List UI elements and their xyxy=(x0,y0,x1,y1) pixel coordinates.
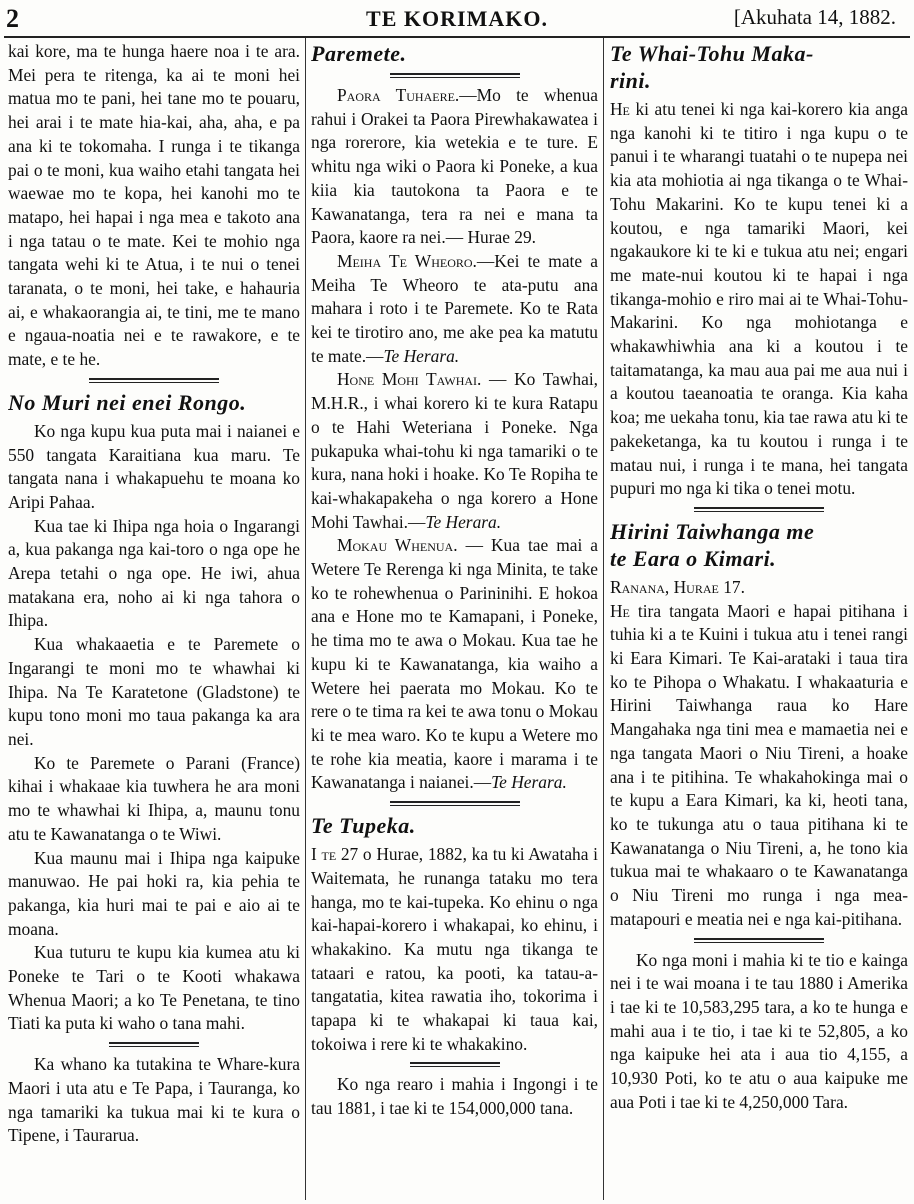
news-paragraph: Ko nga rearo i mahia i Ingongi i te tau 1881, i tae ki te 154,000,000 tana. xyxy=(311,1074,598,1119)
heading-line: rini. xyxy=(610,68,652,93)
heading-line: Hirini Taiwhanga me xyxy=(610,518,815,544)
column-1 xyxy=(8,40,300,1148)
dateline: Ranana, Hurae 17. xyxy=(610,576,745,597)
news-paragraph: I te 27 o Hurae, 1882, ka tu ki Awataha i Waitemata, he runanga tataku mo tera hanga, mo te kai-tupeka. Ko ehinu o nga kai-hapai-korero i whakapai, ko ehinu, i whakakino. Ka mutu nga tikanga te tataari e ratou, ka pooti, ka tatau-a-tangatatia, kitea rawatia iho, tokorima i tapapa ki te whakapai ki taua kai, tokoiwa i rere ki te whakakino. xyxy=(311,844,598,1054)
news-paragraph: Kua maunu mai i Ihipa nga kaipuke manuwao. He pai hoki ra, kia pehia te pakanga, kia huri mai te pai e aio ai te moana. xyxy=(8,847,300,939)
news-paragraph: He tira tangata Maori e hapai pitihana i tuhia ki a te Kuini i tukua atu i tenei rangi ki Eara Kimari. Te Kai-arataki i taua tira ko te Pihopa o Whakatu. I whakaaturia e Hirini Taiwhanga raua ko Hare Mangahaka nga tini mea e mamaetia nei e nga tangata Maori o Niu Tireni, a hoake ana i te pitihina. Te whakahokinga mai o te kupu a Eara Kimari, ka ki, heoti tana, ko te tukunga atu o taua pitihana ki te Kawanatanga o Niu Tireni, a, he tono kia tukua mai te whakaaro o te Kawanatanga o Niu Tireni mo runga i nga mea-matapouri e meatia nei e nga kai-pitihana. xyxy=(610,600,908,929)
paragraph: kai kore, ma te hunga haere noa i te ara. Mei pera te ritenga, ka ai te moni hei matua mo te pani, hei tane mo te pouaru, hei arai i te mate hia-kai, aha, aha, e pa ana ki te tokomaha. I runga i te tikanga pai o te moni, kua waiho etahi tangata hei waewae mo te kopa, hei kanohi mo te matapo, hei hapai i nga mea e takoto ana i nga tatau o te mate. Kei te mohio nga tangata wehi ki te Atua, i te nui o tenei taranata, o te moni, hei take, e hahauria ai, e whakaorangia ai, te tini, me te mano e ngaua-noatia nei e te rawakore, e te mate, e te he. xyxy=(8,41,300,370)
section-divider xyxy=(390,801,520,806)
news-item xyxy=(610,949,908,1115)
column-3 xyxy=(610,40,908,1114)
section-divider xyxy=(109,1042,199,1047)
parliament-item: Hone Mohi Tawhai. — Ko Tawhai, M.H.R., i whai korero ki te kura Ratapu o te Hahi Weteriana i Poneke. Nga pukapuka whai-tohu ki nga tamariki o te kura, nana hoki i hoake. Ko Te Ropiha te kai-whakapakeha o nga korero a Hone Mohi Tawhai.—Te Herara. xyxy=(311,369,598,532)
parliament-item: Meiha Te Wheoro.—Kei te mate a Meiha Te Wheoro te ata-putu ana mahara i roto i te Paremete. Ko te Rata kei te tirotiro ano, me ake pea ka matutu te mate.—Te Herara. xyxy=(311,250,598,366)
column-divider xyxy=(603,38,604,1200)
heading-line: te Eara o Kimari. xyxy=(610,545,777,571)
article-continuation xyxy=(8,40,300,372)
lead-in: Mokau Whenua. xyxy=(337,535,458,556)
parliament-item: Paora Tuhaere.—Mo te whenua rahui i Orakei ta Paora Pirewhakawatea i nga rorerore, kia wetekia e te ture. E whitu nga wiki o Paora ki Poneke, a kua kiia kia tautokona ta Paora e te Kawanatanga, tera ra nei e mana ta Paora, kaore ra nei.— Hurae 29. xyxy=(311,85,598,248)
heading-line: Te Whai-Tohu Maka- xyxy=(610,41,814,66)
section-heading: Te Tupeka. xyxy=(311,813,416,839)
lead-in: Paora Tuhaere. xyxy=(337,85,460,105)
article-body xyxy=(311,843,598,1056)
section-divider xyxy=(694,938,824,943)
section-divider xyxy=(410,1062,500,1067)
lead-in: He xyxy=(610,99,630,119)
article-body xyxy=(610,98,908,501)
news-paragraph: Ko nga kupu kua puta mai i naianei e 550 tangata Karaitiana kua maru. Te tangata nana i whakapuehu te moana ko Aripi Pahaa. xyxy=(8,420,300,512)
lead-in: He xyxy=(610,600,630,621)
column-divider xyxy=(305,38,306,1200)
section-divider xyxy=(694,507,824,512)
section-heading xyxy=(610,40,908,94)
source-credit: Te Herara. xyxy=(425,511,502,532)
section-divider xyxy=(89,378,219,383)
news-paragraph: Kua whakaaetia e te Paremete o Ingarangi te moni mo te whawhai ki Ihipa. Na Te Karatetone (Gladstone) te kupu tono moni mo taua pakanga ka ara nei. xyxy=(8,634,300,749)
section-heading: No Muri nei enei Rongo. xyxy=(8,389,247,415)
news-paragraph: Ko te Paremete o Parani (France) kihai i whakaae kia tuwhera he ara moni mo te whawhai ki Ihipa, a, maunu tonu atu te Kawanatanga o te Wiwi. xyxy=(8,752,300,844)
lead-in: Hone Mohi Tawhai. xyxy=(337,369,482,390)
column-2 xyxy=(311,40,598,1121)
source-credit: Te Herara. xyxy=(491,772,567,793)
section-heading: Paremete. xyxy=(311,41,407,66)
news-paragraph: Kua tae ki Ihipa nga hoia o Ingarangi a, kua pakanga nga kai-toro o nga ope he Arepa tetahi o nga ope. He iwi, ahua matakana era, noho ai ki nga tahora o Ihipa. xyxy=(8,515,300,631)
news-paragraph: He ki atu tenei ki nga kai-korero kia anga nga kanohi ki te titiro i nga kupu o te panui i te wharangi tuatahi o te nupepa nei kia ata mohiotia ai nga tikanga o te Whai-Tohu Makarini. Ko te kupu tenei ki a koutou, e nga tamariki Maori, kei ngakaukore ki te ki e tukua atu nei; engari me mate-nui koutou ki te hapai i nga tikanga-mohio e riro mai ai te Whai-Tohu-Makarini. Ko nga mohiotanga e whakawhiwhia ana ki a koutou i te taitamatanga, ka mau aua pai me aua nui i a koutou taeanoatia te oranga. Kia kaha koa; me uekaha tonu, kia tae rawa atu ki te pakeketanga, ka tu koutou i runga i te matau nui, i runga i te mana, hei tangata pupuri mo nga ki tika o tenei motu. xyxy=(610,99,908,499)
source-credit: Te Herara. xyxy=(383,345,460,366)
section-divider xyxy=(390,73,520,78)
news-paragraph: Ka whano ka tutakina te Whare-kura Maori i uta atu e Te Papa, i Tauranga, ko nga tamariki ka tukua mai ki te kura o Tipene, i Taurarua. xyxy=(8,1054,300,1146)
parliament-item: Mokau Whenua. — Kua tae mai a Wetere Te Rerenga ki nga Minita, te take ko te rohewhenua o Parininihi. E hokoa ana e Hone mo te Kamapani, i Poneke, he tima mo te awa o Mokau. Kua tae he kupu ki te Kawanatanga, kia waiho a Wetere hei paerata mo Mokau. Ko te rere o te tima ra kei te awa tonu o Mokau ki te mea waro. Ko te kupu a Wetere mo te rohe kia meatia, kaore i marama i te Kawanatanga i naianei.—Te Herara. xyxy=(311,535,598,793)
issue-date: [Akuhata 14, 1882. xyxy=(733,5,896,29)
page-number: 2 xyxy=(6,4,19,33)
news-item xyxy=(8,1053,300,1148)
article-body xyxy=(610,600,908,932)
page-header xyxy=(0,0,914,38)
header-rule xyxy=(4,36,910,38)
section-heading xyxy=(610,518,908,572)
news-item xyxy=(311,1073,598,1120)
news-paragraph: Ko nga moni i mahia ki te tio e kainga nei i te wai moana i te tau 1880 i Amerika i tae ki te 10,583,295 tara, a ko te hunga e mahi aua i te tio, i tae ki te 52,805, a ko nga kaipuke hei ata i aua tio 4,155, a 10,930 Poti, ko te atu o aua kaipuke me aua Poti i tae ki te 4,250,000 Tara. xyxy=(610,949,908,1112)
lead-in: Meiha Te Wheoro. xyxy=(337,250,477,271)
news-items xyxy=(8,420,300,1036)
parliament-items xyxy=(311,84,598,795)
news-paragraph: Kua tuturu te kupu kia kumea atu ki Poneke te Tari o te Kooti whakawa Whenua Maori; a ko Te Penetana, te tino Tiati ka puta ki waho o tana mahi. xyxy=(8,942,300,1034)
masthead-title: TE KORIMAKO. xyxy=(366,6,548,31)
lead-in: I te xyxy=(311,844,337,865)
